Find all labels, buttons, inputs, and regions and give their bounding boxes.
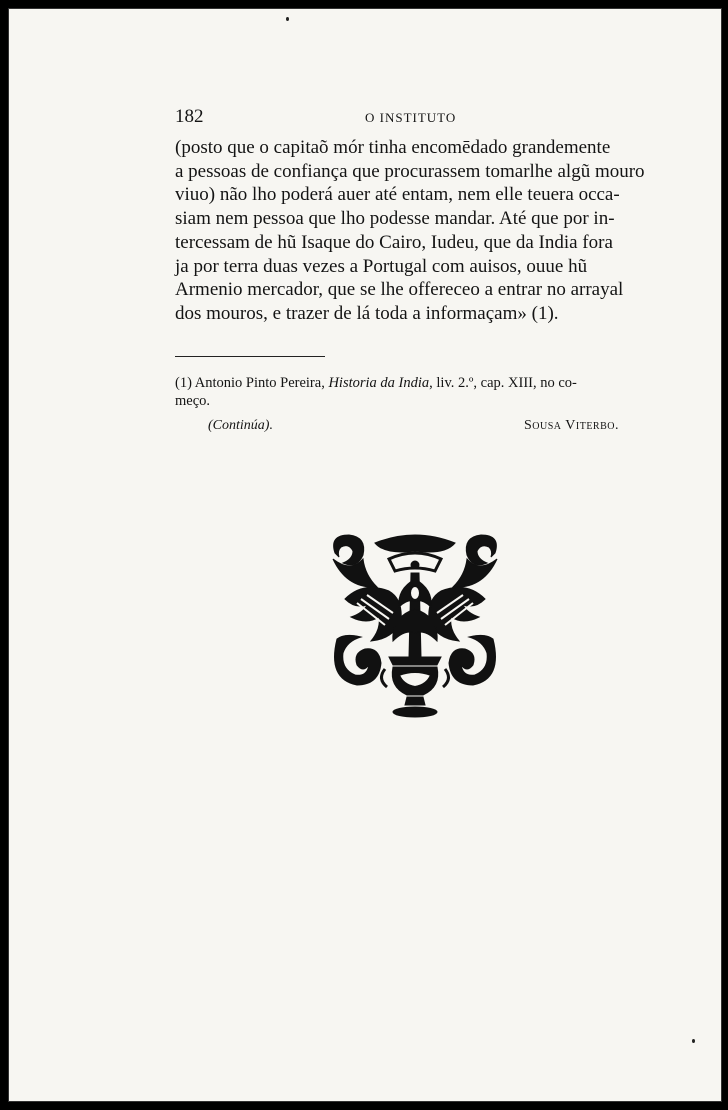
running-title: O INSTITUTO xyxy=(365,110,457,125)
body-line: (posto que o capitaõ mór tinha encomēdado grandemente xyxy=(175,137,611,158)
page-content xyxy=(175,106,649,440)
footnote xyxy=(175,374,649,410)
body-paragraph xyxy=(175,136,649,326)
footnote-citation: (1) Antonio Pinto Pereira, xyxy=(175,374,329,391)
paper-mark xyxy=(692,1039,695,1043)
body-line: ja por terra duas vezes a Portugal com auisos, ouue hũ xyxy=(175,255,588,277)
body-line: viuo) não lho poderá auer até entam, nem elle teuera occa- xyxy=(175,184,620,206)
footnote-line xyxy=(175,374,649,392)
body-line: a pessoas de confiança que procurassem tomarlhe algũ mouro xyxy=(175,160,645,182)
continues-note: (Continúa). xyxy=(208,417,273,433)
body-line: dos mouros, e trazer de lá toda a informaçam» (1). xyxy=(175,302,559,324)
floral-vase-ornament-icon xyxy=(327,529,503,719)
body-line: siam nem pessoa que lho podesse mandar. Até que por in- xyxy=(175,208,615,230)
footnote-line: meço. xyxy=(175,392,211,409)
running-head xyxy=(175,106,649,136)
page-number: 182 xyxy=(175,106,204,127)
body-line: Armenio mercador, que se lhe offereceo a entrar no arrayal xyxy=(175,279,624,301)
footnote-rule xyxy=(175,356,325,357)
document-page xyxy=(8,8,722,1102)
closing-line xyxy=(175,418,649,440)
ink-speck xyxy=(286,17,289,21)
footnote-reference: , liv. 2.º, cap. XIII, no co- xyxy=(429,374,577,391)
footnote-work-title: Historia da India xyxy=(328,374,430,391)
body-line: tercessam de hũ Isaque do Cairo, Iudeu, que da India fora xyxy=(175,231,613,253)
author-signature: Sousa Viterbo. xyxy=(524,417,619,433)
